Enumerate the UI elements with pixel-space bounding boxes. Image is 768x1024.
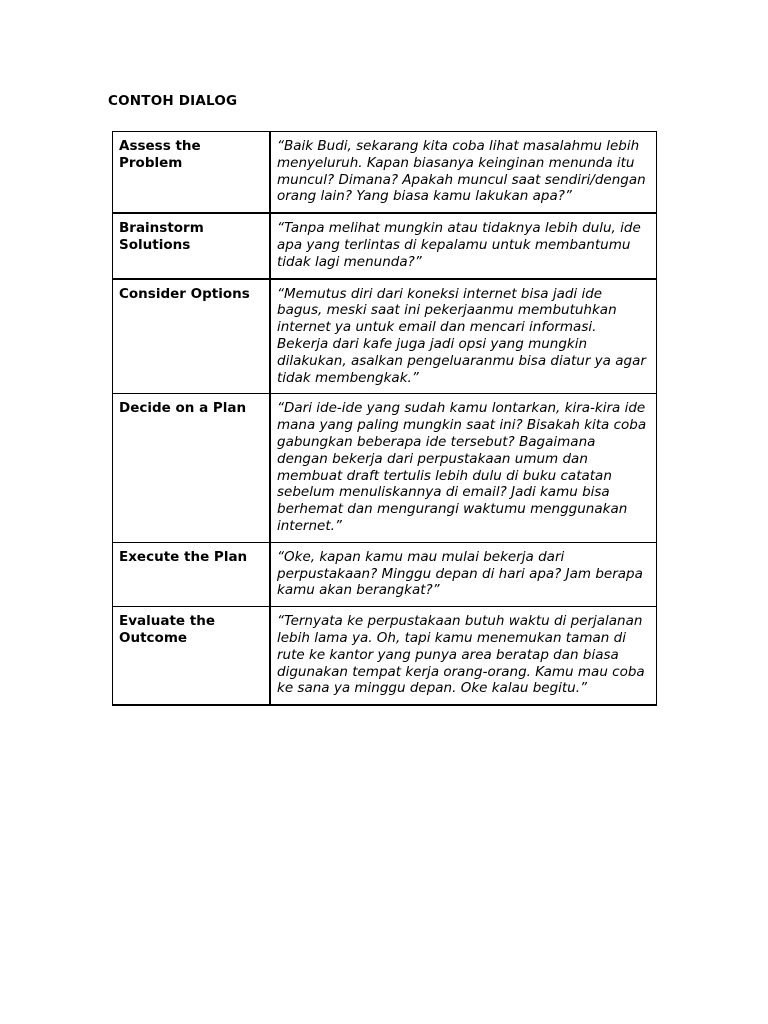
dialog-text: “Dari ide-ide yang sudah kamu lontarkan, kira-kira ide mana yang paling mungkin saat ini? Bisakah kita coba gabungkan beberapa ide tersebut? Bagaimana dengan bekerja dari perpustakaan umum dan membuat draft tertulis lebih dulu di buku catatan sebelum menuliskannya di email? Jadi kamu bisa berhemat dan mengurangi waktumu menggunakan internet.” [270,394,657,542]
step-label: Execute the Plan [113,542,271,606]
step-label: Consider Options [113,279,271,394]
dialog-text: “Baik Budi, sekarang kita coba lihat masalahmu lebih menyeluruh. Kapan biasanya keinginan menunda itu muncul? Dimana? Apakah muncul saat sendiri/dengan orang lain? Yang biasa kamu lakukan apa?” [270,132,657,214]
dialog-text: “Ternyata ke perpustakaan butuh waktu di perjalanan lebih lama ya. Oh, tapi kamu menemukan taman di rute ke kantor yang punya area beratap dan biasa digunakan tempat kerja orang-orang. Kamu mau coba ke sana ya minggu depan. Oke kalau begitu.” [270,607,657,705]
step-label: Brainstorm Solutions [113,213,271,278]
document-title: CONTOH DIALOG [108,93,238,109]
dialog-text: “Oke, kapan kamu mau mulai bekerja dari perpustakaan? Minggu depan di hari apa? Jam berapa kamu akan berangkat?” [270,542,657,606]
table-row [113,132,657,214]
step-label: Assess the Problem [113,132,271,214]
table-row [113,542,657,606]
step-label: Decide on a Plan [113,394,271,542]
table-row [113,607,657,705]
table-row [113,394,657,542]
step-label: Evaluate the Outcome [113,607,271,705]
dialog-table [112,131,657,706]
table-row [113,279,657,394]
table-row [113,213,657,278]
dialog-text: “Tanpa melihat mungkin atau tidaknya lebih dulu, ide apa yang terlintas di kepalamu untuk membantumu tidak lagi menunda?” [270,213,657,278]
dialog-text: “Memutus diri dari koneksi internet bisa jadi ide bagus, meski saat ini pekerjaanmu membutuhkan internet ya untuk email dan mencari informasi. Bekerja dari kafe juga jadi opsi yang mungkin dilakukan, asalkan pengeluaranmu bisa diatur ya agar tidak membengkak.” [270,279,657,394]
